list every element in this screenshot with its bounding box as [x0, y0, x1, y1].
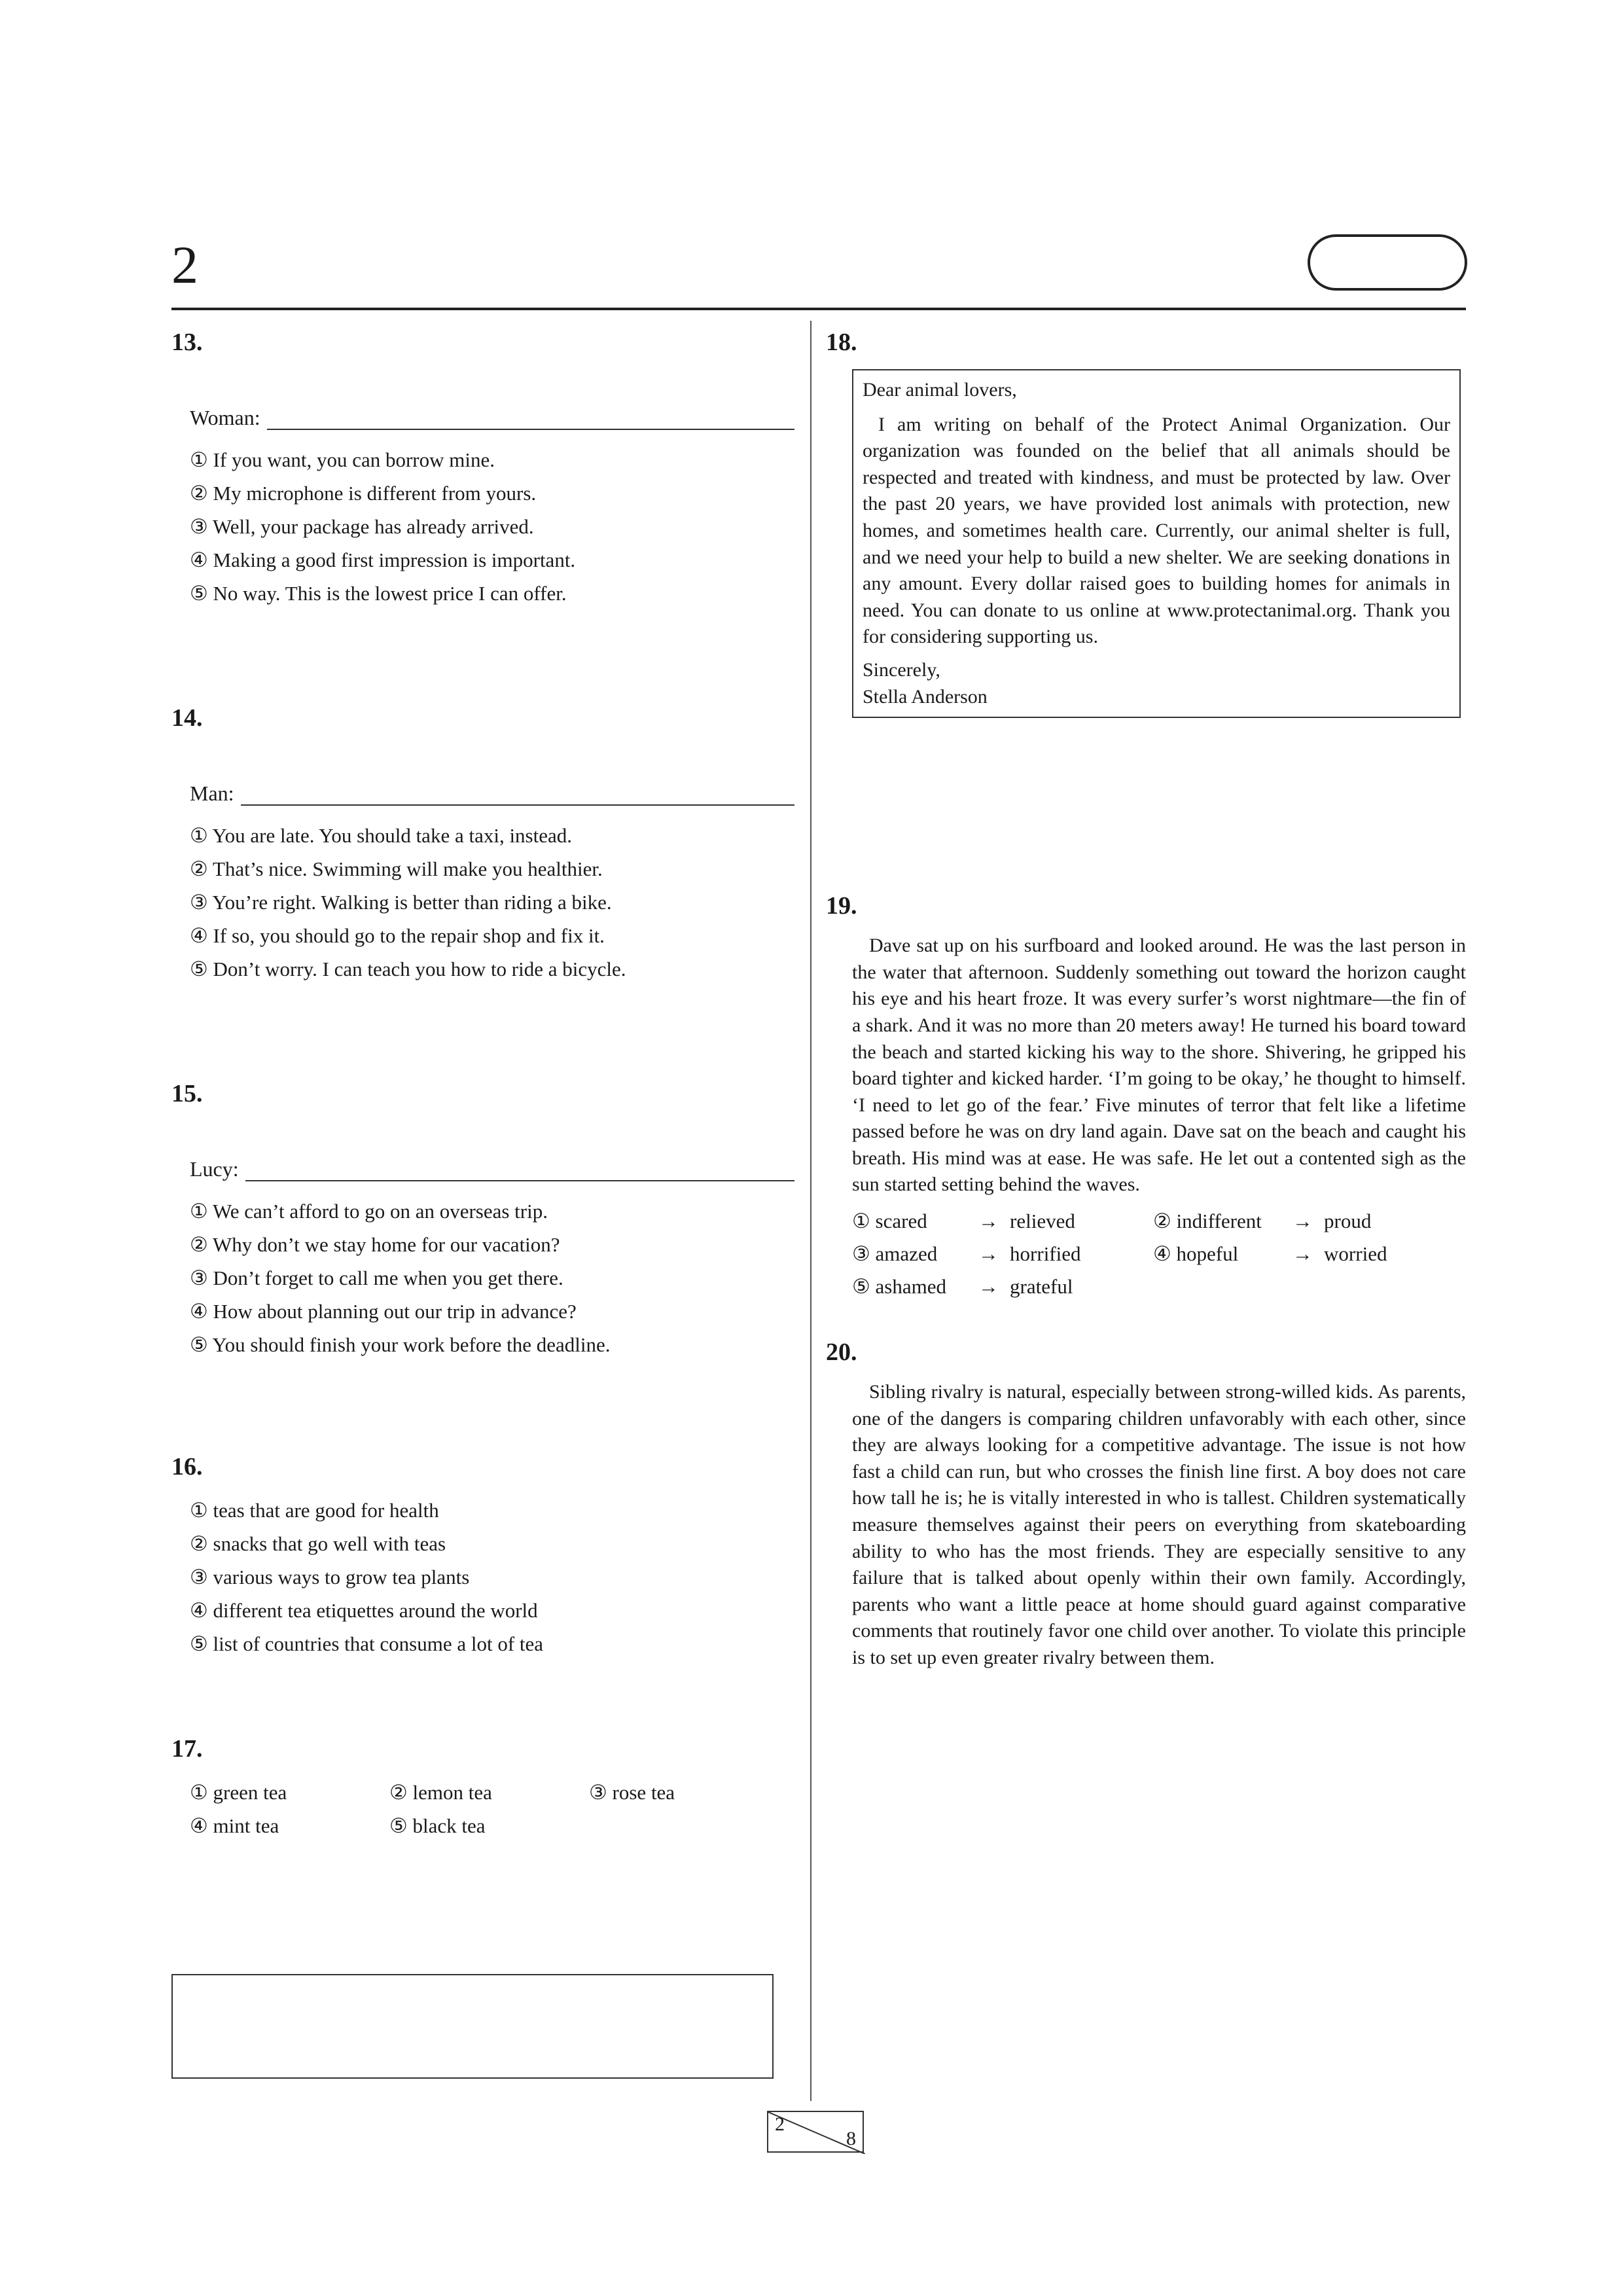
- option[interactable]: ④ different tea etiquettes around the world: [190, 1599, 538, 1622]
- option[interactable]: ③ rose tea: [589, 1781, 675, 1804]
- section-heading: [171, 1407, 794, 1437]
- option[interactable]: ② lemon tea: [389, 1781, 492, 1804]
- question-13: [171, 326, 794, 610]
- arrow-icon: →: [1292, 1210, 1313, 1233]
- options-grid: [171, 1776, 794, 1842]
- page-number: 2: [171, 235, 198, 295]
- letter-signature: Stella Anderson: [863, 685, 988, 708]
- option[interactable]: ⑤ Don’t worry. I can teach you how to ride a bicycle.: [190, 958, 626, 980]
- option[interactable]: ④ mint tea: [190, 1814, 279, 1837]
- options-list: [171, 1494, 794, 1660]
- question-number: 19.: [826, 892, 857, 920]
- question-18: [826, 326, 1466, 866]
- passage-text: Sibling rivalry is natural, especially between strong-willed kids. As parents, one of the dangers is comparing children unfavorably with each other, since they are always looking for a competitive advantage. The issue is not how fast a child can run, but who crosses the finish line first. A boy does not care how tall he is; he is vitally interested in who is tallest. Children systematically measure themselves against their peers on everything from skateboarding ability to who has the most friends. They are especially sensitive to any failure that is talked about openly within their own family. Accordingly, parents who want a little peace at home should guard against comparative comments that routinely favor one child over another. To violate this principle is to set up even greater rivalry between them.: [852, 1381, 1466, 1668]
- current-page: 2: [775, 2113, 785, 2135]
- option[interactable]: ④ Making a good first impression is important.: [190, 548, 576, 571]
- passage-text: Dave sat up on his surfboard and looked around. He was the last person in the water that afternoon. Suddenly something out toward the horizon caught his eye and his heart froze. It was every surfer’s worst nightmare—the fin of a shark. And it was no more than 20 meters away! He turned his board toward the beach and started kicking his way to the shore. Shivering, he gripped his board tighter and kicked harder. ‘I’m going to be okay,’ he thought to himself. ‘I need to let go of the fear.’ Five minutes of terror that felt like a lifetime passed before he was on dry land again. Dave sat on the beach and caught his breath. His mind was at ease. He was safe. He let out a contented sigh as the sun started setting behind the waves.: [852, 935, 1466, 1196]
- grade-badge: [1308, 234, 1467, 291]
- option[interactable]: ① scared → relieved: [852, 1205, 1153, 1238]
- options-list: [171, 819, 794, 986]
- speaker-label: Lucy:: [190, 1157, 239, 1181]
- speaker-label: Woman:: [190, 406, 260, 429]
- option[interactable]: ③ various ways to grow tea plants: [190, 1566, 470, 1588]
- question-20: [826, 1336, 1466, 1829]
- answer-blank: [267, 410, 794, 430]
- option[interactable]: ① We can’t afford to go on an overseas trip.: [190, 1200, 548, 1223]
- option[interactable]: ④ hopeful → worried: [1153, 1238, 1454, 1270]
- option[interactable]: ② That’s nice. Swimming will make you healthier.: [190, 857, 603, 880]
- options-list: [171, 443, 794, 610]
- options-list: [171, 1194, 794, 1361]
- question-14: [171, 702, 794, 986]
- option[interactable]: ⑤ You should finish your work before the deadline.: [190, 1333, 611, 1356]
- arrow-icon: →: [978, 1210, 999, 1233]
- answer-blank: [245, 1162, 794, 1181]
- question-number: 16.: [171, 1453, 203, 1480]
- option[interactable]: ③ Well, your package has already arrived.: [190, 515, 534, 538]
- option[interactable]: ③ amazed → horrified: [852, 1238, 1153, 1270]
- left-column: [171, 326, 794, 1842]
- arrow-icon: →: [978, 1275, 999, 1299]
- option[interactable]: ① green tea: [190, 1781, 287, 1804]
- option[interactable]: ⑤ ashamed → grateful: [852, 1270, 1153, 1303]
- answer-line: [190, 1157, 794, 1181]
- option[interactable]: ③ You’re right. Walking is better than riding a bike.: [190, 891, 612, 914]
- listening-end-notice: [171, 1974, 774, 2079]
- option[interactable]: ② Why don’t we stay home for our vacation?: [190, 1233, 560, 1256]
- option[interactable]: ④ If so, you should go to the repair shop and fix it.: [190, 924, 605, 947]
- answer-line: [190, 406, 794, 430]
- option[interactable]: ① You are late. You should take a taxi, instead.: [190, 824, 573, 847]
- letter-box: [852, 369, 1461, 718]
- option[interactable]: ③ Don’t forget to call me when you get there.: [190, 1266, 563, 1289]
- passage: [826, 1379, 1466, 1672]
- letter-body: I am writing on behalf of the Protect Animal Organization. Our organization was founded on the belief that all animals should be respected and treated with kindness, and must be protected by law. Over the past 20 years, we have provided lost animals with protection, new homes, and sometimes health care. Currently, our animal shelter is full, and we need your help to build a new shelter. We are seeking donations in any amount. Every dollar raised goes to building homes for animals in need. You can donate to us online at www.protectanimal.org. Thank you for considering supporting us.: [863, 413, 1450, 648]
- column-divider: [810, 321, 812, 2101]
- options-grid: [826, 1205, 1466, 1303]
- option[interactable]: ② snacks that go well with teas: [190, 1532, 446, 1555]
- arrow-icon: →: [978, 1242, 999, 1266]
- passage: [826, 933, 1466, 1198]
- option[interactable]: ⑤ No way. This is the lowest price I can offer.: [190, 582, 567, 605]
- question-number: 20.: [826, 1338, 857, 1367]
- question-number: 13.: [171, 329, 203, 356]
- arrow-icon: →: [1292, 1242, 1313, 1266]
- total-pages: 8: [846, 2128, 856, 2149]
- question-19: [826, 889, 1466, 1303]
- page-counter: [767, 2111, 864, 2153]
- question-number: 18.: [826, 329, 857, 356]
- question-16: [171, 1450, 794, 1660]
- question-number: 15.: [171, 1080, 203, 1107]
- option[interactable]: ② My microphone is different from yours.: [190, 482, 537, 505]
- option[interactable]: ⑤ black tea: [389, 1814, 486, 1837]
- right-column: [826, 326, 1466, 1829]
- question-number: 14.: [171, 704, 203, 732]
- letter-closing: Sincerely,: [863, 658, 940, 681]
- answer-line: [190, 781, 794, 806]
- header-rule: [171, 308, 1466, 310]
- option[interactable]: ④ How about planning out our trip in advance?: [190, 1300, 577, 1323]
- question-15: [171, 1077, 794, 1361]
- question-number: 17.: [171, 1735, 203, 1763]
- question-17: [171, 1732, 794, 1842]
- answer-blank: [241, 786, 794, 806]
- option[interactable]: ① If you want, you can borrow mine.: [190, 448, 495, 471]
- option[interactable]: ② indifferent → proud: [1153, 1205, 1454, 1238]
- option[interactable]: ⑤ list of countries that consume a lot of tea: [190, 1632, 544, 1655]
- option[interactable]: ① teas that are good for health: [190, 1499, 439, 1522]
- letter-greeting: Dear animal lovers,: [863, 379, 1017, 401]
- speaker-label: Man:: [190, 781, 234, 805]
